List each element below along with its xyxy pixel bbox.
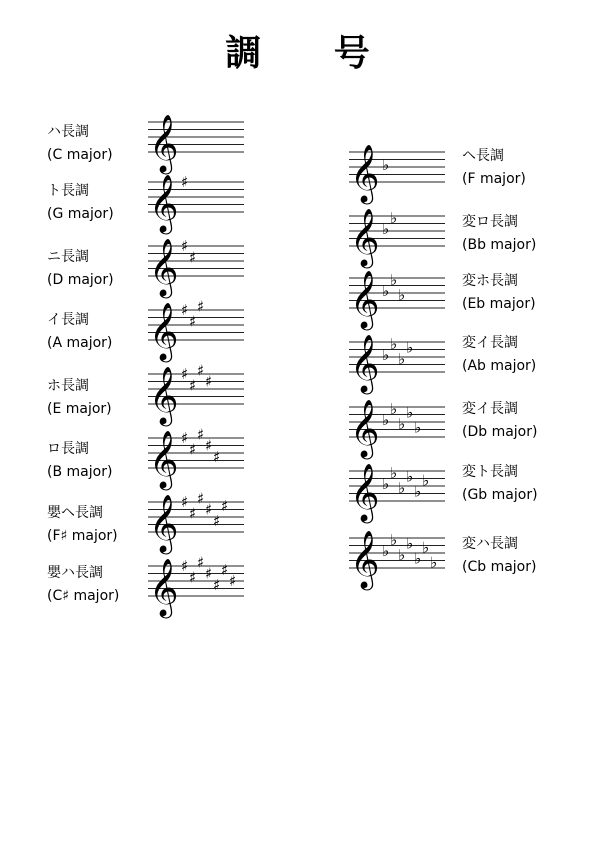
key-label bbox=[47, 562, 119, 608]
key-name-ja: ハ長調 bbox=[47, 124, 89, 140]
key-name-en: (D major) bbox=[47, 272, 114, 288]
sharp-icon: ♯ bbox=[189, 248, 197, 267]
treble-clef-icon: 𝄞 bbox=[350, 208, 380, 266]
sharp-icon: ♯ bbox=[197, 489, 205, 508]
sharp-icon: ♯ bbox=[213, 447, 221, 466]
treble-clef-icon: 𝄞 bbox=[149, 238, 179, 296]
flat-icon: ♭ bbox=[390, 463, 398, 482]
treble-clef-icon: 𝄞 bbox=[350, 334, 380, 392]
staff-c-sharp-major bbox=[148, 553, 248, 616]
sharp-icon: ♯ bbox=[189, 312, 197, 331]
key-name-en: (Ab major) bbox=[462, 358, 537, 374]
sharp-icon: ♯ bbox=[197, 553, 205, 572]
key-name-ja: イ長調 bbox=[47, 312, 89, 328]
key-name-en: (Gb major) bbox=[462, 487, 538, 503]
sharp-icon: ♯ bbox=[181, 429, 189, 447]
sharp-icon: ♯ bbox=[181, 173, 189, 191]
key-label bbox=[462, 533, 536, 579]
flat-icon: ♭ bbox=[382, 282, 390, 300]
sharp-icon: ♯ bbox=[221, 496, 229, 515]
treble-clef-icon: 𝄞 bbox=[149, 366, 179, 424]
sharp-icon: ♯ bbox=[181, 493, 189, 511]
sharp-icon: ♯ bbox=[181, 301, 189, 319]
treble-clef-icon: 𝄞 bbox=[149, 174, 179, 232]
key-name-en: (F♯ major) bbox=[47, 528, 118, 544]
staff-eb-major bbox=[349, 268, 449, 328]
flat-icon: ♭ bbox=[382, 475, 390, 493]
flat-icon: ♭ bbox=[390, 208, 398, 227]
key-name-en: (G major) bbox=[47, 206, 114, 222]
sharp-icon: ♯ bbox=[197, 425, 205, 444]
key-name-ja: ニ長調 bbox=[47, 249, 89, 265]
sharp-icon: ♯ bbox=[205, 500, 213, 519]
sharp-icon: ♯ bbox=[197, 297, 205, 316]
key-name-en: (E major) bbox=[47, 401, 112, 417]
staff-gb-major bbox=[349, 461, 449, 521]
key-label bbox=[462, 270, 536, 316]
flat-icon: ♭ bbox=[382, 156, 390, 174]
flat-icon: ♭ bbox=[382, 346, 390, 364]
sharp-icon: ♯ bbox=[205, 436, 213, 455]
staff-f-sharp-major bbox=[148, 489, 248, 552]
flat-icon: ♭ bbox=[390, 270, 398, 289]
sharp-icon: ♯ bbox=[181, 237, 189, 255]
sharp-icon: ♯ bbox=[229, 572, 237, 590]
key-name-ja: ロ長調 bbox=[47, 441, 89, 457]
treble-clef-icon: 𝄞 bbox=[350, 530, 380, 588]
staff-a-major bbox=[148, 297, 248, 360]
staff-e-major bbox=[148, 361, 248, 424]
key-label bbox=[47, 438, 112, 484]
flat-icon: ♭ bbox=[414, 418, 422, 437]
treble-clef-icon: 𝄞 bbox=[149, 430, 179, 488]
key-label bbox=[462, 398, 537, 444]
flat-icon: ♭ bbox=[382, 542, 390, 560]
staff-f-major bbox=[349, 142, 449, 202]
key-label bbox=[47, 375, 112, 421]
key-name-ja: 嬰ヘ長調 bbox=[47, 505, 103, 521]
staff-d-major bbox=[148, 236, 248, 296]
key-label bbox=[47, 502, 118, 548]
staff-db-major bbox=[349, 397, 449, 457]
flat-icon: ♭ bbox=[430, 553, 438, 572]
flat-icon: ♭ bbox=[398, 545, 406, 564]
treble-clef-icon: 𝄞 bbox=[149, 558, 179, 616]
staff-g-major bbox=[148, 172, 248, 232]
flat-icon: ♭ bbox=[398, 285, 406, 304]
key-name-ja: 変ハ長調 bbox=[462, 536, 518, 552]
staff-bb-major bbox=[349, 206, 449, 266]
flat-icon: ♭ bbox=[390, 399, 398, 418]
staff-b-major bbox=[148, 425, 248, 488]
staff-c-major bbox=[148, 112, 248, 172]
sharp-icon: ♯ bbox=[213, 575, 221, 594]
flat-icon: ♭ bbox=[398, 349, 406, 368]
key-name-en: (Bb major) bbox=[462, 237, 537, 253]
treble-clef-icon: 𝄞 bbox=[149, 302, 179, 360]
key-label bbox=[462, 145, 526, 191]
sharp-icon: ♯ bbox=[189, 376, 197, 395]
sharp-icon: ♯ bbox=[181, 557, 189, 575]
flat-icon: ♭ bbox=[382, 411, 390, 429]
key-label bbox=[462, 461, 538, 507]
sharp-icon: ♯ bbox=[189, 504, 197, 523]
flat-icon: ♭ bbox=[382, 220, 390, 238]
flat-icon: ♭ bbox=[406, 534, 414, 553]
flat-icon: ♭ bbox=[390, 530, 398, 549]
sharp-icon: ♯ bbox=[197, 361, 205, 380]
sharp-icon: ♯ bbox=[205, 372, 213, 391]
key-name-en: (Eb major) bbox=[462, 296, 536, 312]
sharp-icon: ♯ bbox=[205, 564, 213, 583]
flat-icon: ♭ bbox=[422, 538, 430, 557]
key-name-en: (C♯ major) bbox=[47, 588, 120, 604]
flat-icon: ♭ bbox=[406, 467, 414, 486]
flat-icon: ♭ bbox=[390, 334, 398, 353]
key-label bbox=[47, 246, 114, 292]
staff-cb-major bbox=[349, 528, 449, 588]
key-name-en: (Cb major) bbox=[462, 559, 537, 575]
treble-clef-icon: 𝄞 bbox=[350, 144, 380, 202]
sharp-icon: ♯ bbox=[213, 511, 221, 530]
flat-icon: ♭ bbox=[406, 403, 414, 422]
page-title: 調 号 bbox=[225, 33, 400, 74]
flat-icon: ♭ bbox=[414, 482, 422, 501]
sharp-icon: ♯ bbox=[189, 440, 197, 459]
sharp-icon: ♯ bbox=[221, 560, 229, 579]
key-label bbox=[47, 121, 113, 167]
key-name-ja: 変ト長調 bbox=[462, 464, 518, 480]
key-name-en: (C major) bbox=[47, 147, 113, 163]
treble-clef-icon: 𝄞 bbox=[350, 270, 380, 328]
key-name-ja: 変ホ長調 bbox=[462, 273, 518, 289]
sharp-icon: ♯ bbox=[189, 568, 197, 587]
key-name-en: (B major) bbox=[47, 464, 113, 480]
key-name-ja: 変イ長調 bbox=[462, 401, 518, 417]
flat-icon: ♭ bbox=[414, 549, 422, 568]
key-name-ja: ホ長調 bbox=[47, 378, 89, 394]
flat-icon: ♭ bbox=[422, 471, 430, 490]
staff-ab-major bbox=[349, 332, 449, 392]
key-name-ja: ト長調 bbox=[47, 183, 89, 199]
key-name-ja: 嬰ハ長調 bbox=[47, 565, 103, 581]
key-label bbox=[462, 332, 536, 378]
key-name-ja: ヘ長調 bbox=[462, 148, 504, 164]
flat-icon: ♭ bbox=[398, 478, 406, 497]
treble-clef-icon: 𝄞 bbox=[350, 463, 380, 521]
key-name-en: (A major) bbox=[47, 335, 113, 351]
treble-clef-icon: 𝄞 bbox=[149, 114, 179, 172]
key-label bbox=[462, 211, 536, 257]
treble-clef-icon: 𝄞 bbox=[149, 494, 179, 552]
key-name-en: (Db major) bbox=[462, 424, 538, 440]
flat-icon: ♭ bbox=[406, 338, 414, 357]
flat-icon: ♭ bbox=[398, 414, 406, 433]
key-name-ja: 変イ長調 bbox=[462, 335, 518, 351]
key-name-en: (F major) bbox=[462, 171, 526, 187]
key-label bbox=[47, 309, 112, 355]
key-label bbox=[47, 180, 114, 226]
treble-clef-icon: 𝄞 bbox=[350, 399, 380, 457]
key-name-ja: 変ロ長調 bbox=[462, 214, 518, 230]
sharp-icon: ♯ bbox=[181, 365, 189, 383]
